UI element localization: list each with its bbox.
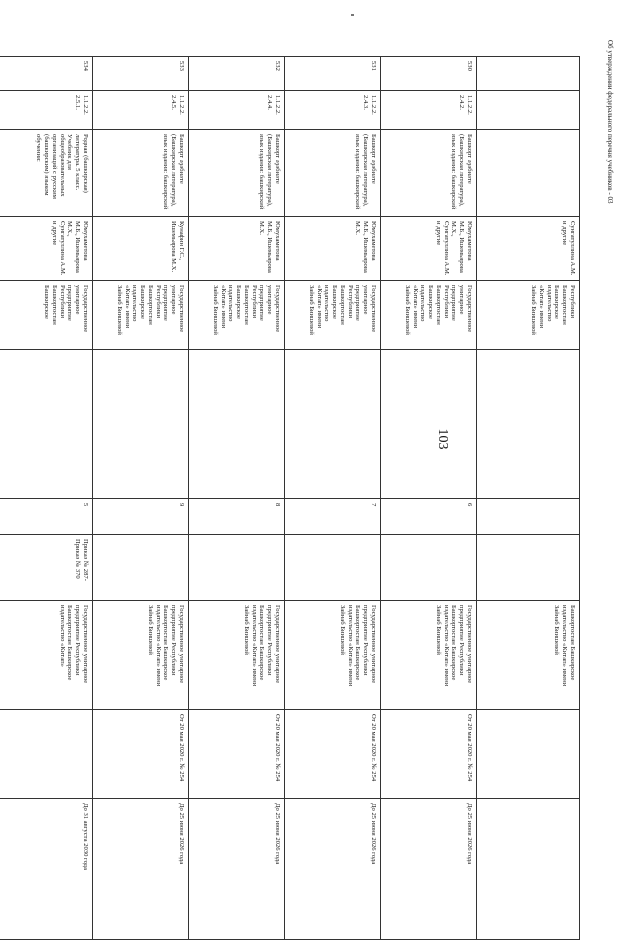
table-row (285, 57, 381, 940)
cell-orders (189, 535, 285, 601)
continuation-row (477, 57, 580, 940)
cell-publisher: Государственное унитарное предприятие Республики Башкортостан Башкирское издательство «Китап» имени Зайнаб Биишевой (381, 281, 477, 350)
cell-num: 533 (93, 57, 189, 91)
cell-authors: Юмухаметова М.Б., Ишемьярова М.Х., Сунгатуллина А.М. и другие (0, 217, 93, 281)
cell-years: 9 (93, 499, 189, 535)
cell-code (477, 91, 580, 130)
document-footer: Об утверждении федерального перечня учебников - 03 (606, 40, 614, 204)
cell-num (477, 57, 580, 91)
cell-orders (477, 535, 580, 601)
cell-empty (477, 350, 580, 499)
cell-title: Башкорт әҙәбиәте (Башкирская литература), язык издания: башкирский (93, 130, 189, 217)
cell-inclusion: Государственное унитарное предприятие Республики Башкортостан Башкирское издательство «Китап» (0, 601, 93, 710)
cell-authors: Сунгатуллина А.М. и другие (477, 217, 580, 281)
cell-authors: Юмухаметова М.Б., Ишемьярова М.Х., Сунгатуллина А.М. и другие (381, 217, 477, 281)
cell-order-date (477, 710, 580, 799)
cell-order-date: От 20 мая 2020 г. № 254 (285, 710, 381, 799)
cell-empty (285, 350, 381, 499)
cell-publisher: Государственное унитарное предприятие Республики Башкортостан Башкирское издательство «Китап» имени Зайнаб Биишевой (189, 281, 285, 350)
cell-years: 5 (0, 499, 93, 535)
cell-inclusion: Государственное унитарное предприятие Республики Башкортостан Башкирское издательство «Китап» имени Зайнаб Биишевой (285, 601, 381, 710)
cell-num: 532 (189, 57, 285, 91)
cell-authors: Юмухаметова М.Б., Ишемьярова М.Х. (285, 217, 381, 281)
cell-inclusion: Башкортостан Башкирское издательство «Китап» имени Зайнаб Биишевой (477, 601, 580, 710)
cell-inclusion: Государственное унитарное предприятие Республики Башкортостан Башкирское издательство «Китап» имени Зайнаб Биишевой (93, 601, 189, 710)
cell-num: 534 (0, 57, 93, 91)
cell-code: 1.1.2.2. 2.4.4. (189, 91, 285, 130)
table-row (0, 57, 93, 940)
cell-years: 8 (189, 499, 285, 535)
cell-orders (93, 535, 189, 601)
cell-inclusion: Государственное унитарное предприятие Республики Башкортостан Башкирское издательство «Китап» имени Зайнаб Биишевой (189, 601, 285, 710)
cell-years (477, 499, 580, 535)
cell-empty (0, 350, 93, 499)
cell-orders (285, 535, 381, 601)
cell-order-date (0, 710, 93, 799)
cell-title: Башкорт әҙәбиәте (Башкирская литература), язык издания: башкирский (381, 130, 477, 217)
cell-deadline: До 31 августа 2030 года (0, 799, 93, 940)
cell-deadline: До 25 июня 2026 года (189, 799, 285, 940)
cell-inclusion: Государственное унитарное предприятие Республики Башкортостан Башкирское издательство «Китап» имени Зайнаб Биишевой (381, 601, 477, 710)
cell-code: 1.1.2.2. 2.4.3. (285, 91, 381, 130)
cell-publisher: Республики Башкортостан Башкирское издательство «Китап» имени Зайнаб Биишевой (477, 281, 580, 350)
cell-deadline: До 25 июня 2026 года (381, 799, 477, 940)
cell-num: 531 (285, 57, 381, 91)
cell-publisher: Государственное унитарное предприятие Республики Башкортостан Башкирское издательство «Китап» имени Зайнаб Биишевой (93, 281, 189, 350)
cell-order-date: От 20 мая 2020 г. № 254 (189, 710, 285, 799)
cell-title: Родная (башкирская) литература. 5 класс. Учебник для общеобразовательных организаций с русским (башкирским) языком обучения: (0, 130, 93, 217)
cell-authors: Кунафин Г.С., Ишемьярова М.Х. (93, 217, 189, 281)
textbook-registry-table (0, 56, 580, 940)
cell-num: 530 (381, 57, 477, 91)
cell-title (477, 130, 580, 217)
cell-deadline (477, 799, 580, 940)
cell-empty (381, 350, 477, 499)
cell-orders (381, 535, 477, 601)
cell-deadline: До 25 июня 2026 года (285, 799, 381, 940)
cell-empty (93, 350, 189, 499)
cell-orders: Приказ № 287- Приказ № 370 (0, 535, 93, 601)
cell-order-date: От 20 мая 2020 г. № 254 (381, 710, 477, 799)
cell-order-date: От 20 мая 2020 г. № 254 (93, 710, 189, 799)
cell-years: 7 (285, 499, 381, 535)
cell-deadline: До 25 июня 2026 года (93, 799, 189, 940)
cell-publisher: Государственное унитарное предприятие Республики Башкортостан Башкирское издательство «Китап» имени Зайнаб Биишевой (285, 281, 381, 350)
cell-years: 6 (381, 499, 477, 535)
cell-empty (189, 350, 285, 499)
page-number: 103 (435, 428, 450, 450)
table-row (189, 57, 285, 940)
cell-code: 1.1.2.2. 2.5.1. (0, 91, 93, 130)
table-row (93, 57, 189, 940)
table-row (381, 57, 477, 940)
cell-authors: Юмухаметова М.Б., Ишемьярова М.Х. (189, 217, 285, 281)
cell-title: Башкорт әҙәбиәте (Башкирская литература), язык издания: башкирский (189, 130, 285, 217)
cell-code: 1.1.2.2. 2.4.2. (381, 91, 477, 130)
cell-title: Башкорт әҙәбиәте (Башкирская литература), язык издания: башкирский (285, 130, 381, 217)
cell-publisher: Государственное унитарное предприятие Республики Башкортостан Башкирское (0, 281, 93, 350)
cell-code: 1.1.2.2. 2.4.5. (93, 91, 189, 130)
